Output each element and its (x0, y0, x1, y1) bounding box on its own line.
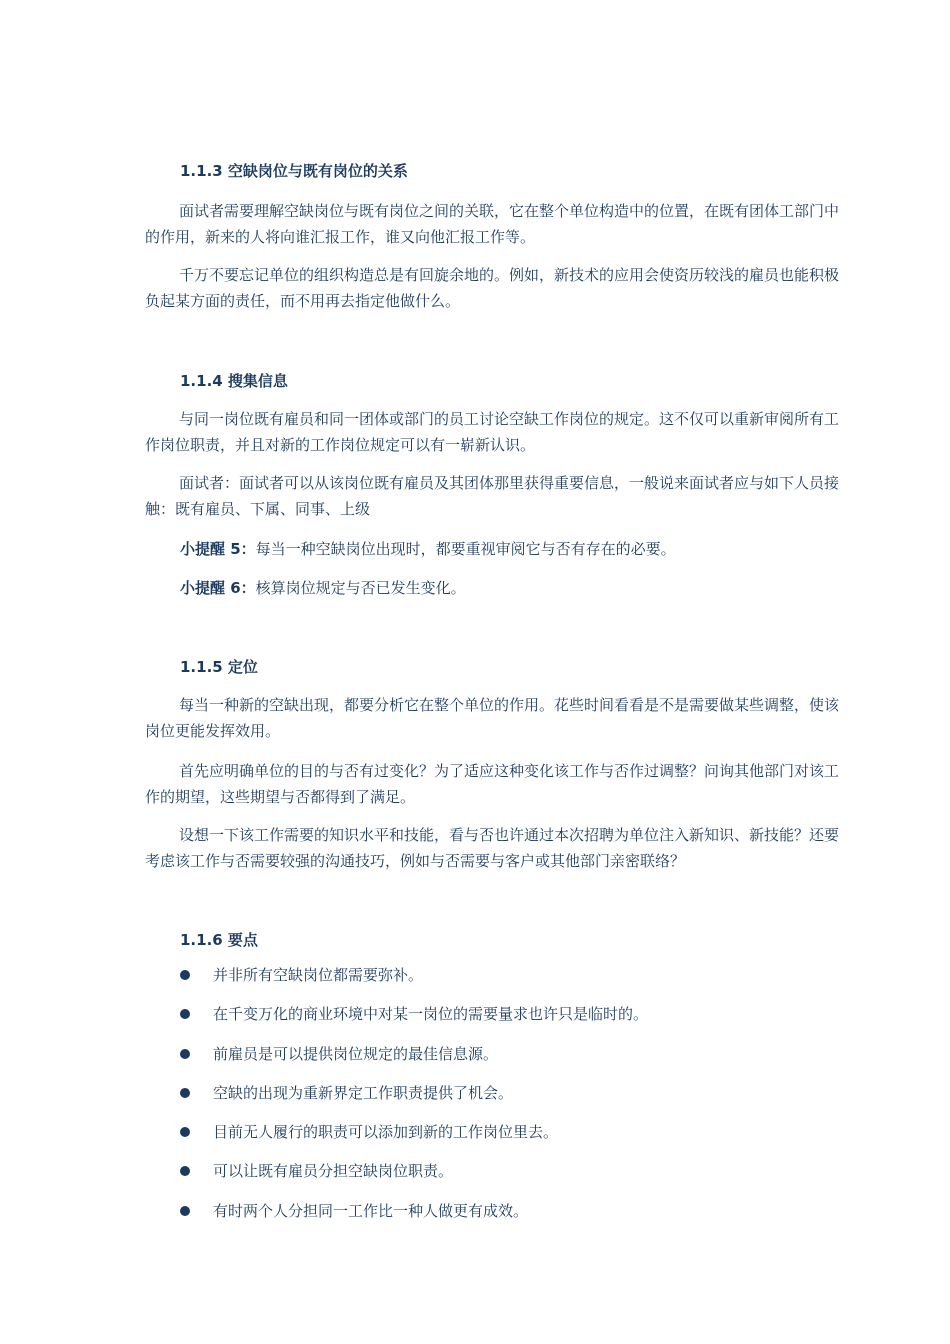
list-item (180, 1160, 648, 1199)
list-item-text: 目前无人履行的职责可以添加到新的工作岗位里去。 (213, 1123, 559, 1142)
bullet-dot-icon (180, 1166, 190, 1176)
tip-5 (180, 538, 676, 559)
tip-label: 小提醒 6： (180, 579, 256, 597)
paragraph: 与同一岗位既有雇员和同一团体或部门的员工讨论空缺工作岗位的规定。这不仅可以重新审阅所有工作岗位职责，并且对新的工作岗位规定可以有一崭新认识。 (145, 410, 840, 454)
list-item-text: 并非所有空缺岗位都需要弥补。 (213, 966, 424, 984)
tip-label: 小提醒 5： (180, 540, 256, 558)
list-item-text: 在千变万化的商业环境中对某一岗位的需要量求也许只是临时的。 (213, 1005, 649, 1024)
list-item (180, 1043, 648, 1082)
paragraph: 每当一种新的空缺出现，都要分析它在整个单位的作用。花些时间看看是不是需要做某些调整，使该岗位更能发挥效用。 (145, 696, 840, 740)
tip-6 (180, 577, 466, 598)
list-item (180, 1121, 648, 1160)
list-item (180, 1003, 648, 1042)
tip-text: 核算岗位规定与否已发生变化。 (255, 579, 466, 597)
bullet-dot-icon (180, 1049, 190, 1059)
paragraph: 设想一下该工作需要的知识水平和技能，看与否也许通过本次招聘为单位注入新知识、新技能？还要考虑该工作与否需要较强的沟通技巧，例如与否需要与客户或其他部门亲密联络？ (145, 826, 840, 870)
section-heading-1-1-4: 1.1.4 搜集信息 (180, 372, 288, 390)
list-item (180, 964, 648, 1003)
tip-text: 每当一种空缺岗位出现时，都要重视审阅它与否有存在的必要。 (255, 540, 676, 558)
section-heading-1-1-6: 1.1.6 要点 (180, 931, 258, 949)
bullet-dot-icon (180, 1088, 190, 1098)
list-item (180, 1082, 648, 1121)
list-item-text: 有时两个人分担同一工作比一种人做更有成效。 (213, 1201, 529, 1220)
list-item-text: 前雇员是可以提供岗位规定的最佳信息源。 (213, 1044, 499, 1063)
paragraph: 面试者：面试者可以从该岗位既有雇员及其团体那里获得重要信息，一般说来面试者应与如下人员接触：既有雇员、下属、同事、上级 (145, 474, 840, 518)
bullet-dot-icon (180, 1009, 190, 1019)
list-item (180, 1200, 648, 1239)
section-heading-1-1-3: 1.1.3 空缺岗位与既有岗位的关系 (180, 162, 408, 180)
bullet-dot-icon (180, 1127, 190, 1137)
section-heading-1-1-5: 1.1.5 定位 (180, 658, 258, 676)
paragraph: 面试者需要理解空缺岗位与既有岗位之间的关联，它在整个单位构造中的位置，在既有团体工部门中的作用，新来的人将向谁汇报工作，谁又向他汇报工作等。 (145, 202, 840, 246)
paragraph: 首先应明确单位的目的与否有过变化？为了适应这种变化该工作与否作过调整？问询其他部门对该工作的期望，这些期望与否都得到了满足。 (145, 762, 840, 806)
paragraph: 千万不要忘记单位的组织构造总是有回旋余地的。例如，新技术的应用会使资历较浅的雇员也能积极负起某方面的责任，而不用再去指定他做什么。 (145, 266, 840, 310)
bullet-dot-icon (180, 1206, 190, 1216)
list-item-text: 可以让既有雇员分担空缺岗位职责。 (213, 1162, 454, 1181)
bullet-dot-icon (180, 970, 190, 980)
list-item-text: 空缺的出现为重新界定工作职责提供了机会。 (213, 1083, 514, 1102)
key-points-list (180, 964, 648, 1239)
